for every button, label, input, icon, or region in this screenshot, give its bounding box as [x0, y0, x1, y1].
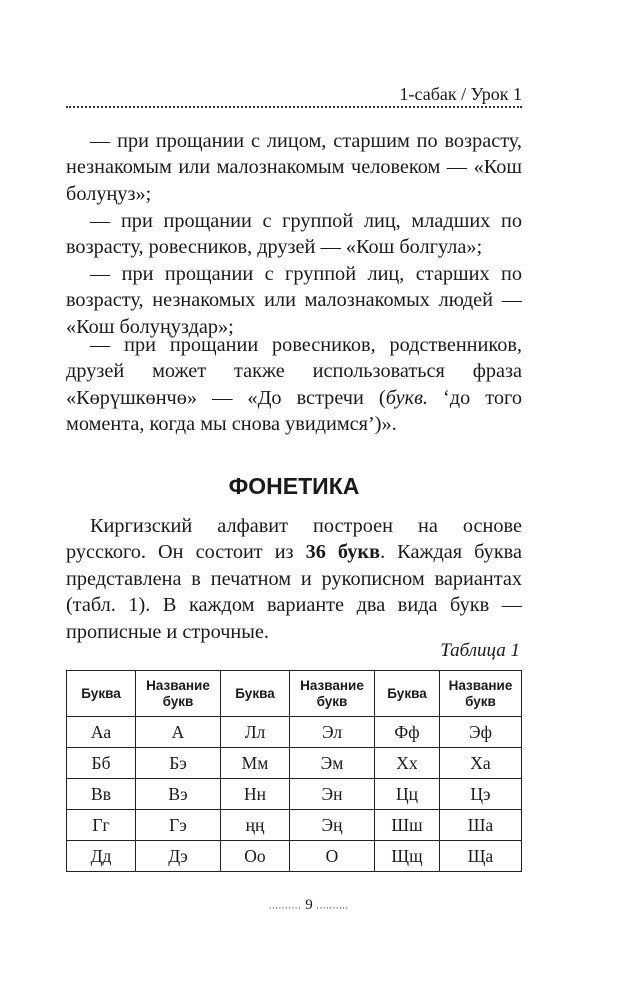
letter-name-cell: Гэ — [136, 810, 221, 841]
letter-cell: Фф — [375, 717, 440, 748]
header-divider — [66, 106, 522, 108]
letter-cell: Бб — [67, 748, 136, 779]
letter-cell: Цц — [375, 779, 440, 810]
letter-name-cell: О — [290, 841, 375, 872]
column-header-letter-name: Название букв — [440, 671, 522, 717]
table-row — [67, 841, 522, 872]
letter-cell: Хх — [375, 748, 440, 779]
letter-cell: Оо — [221, 841, 290, 872]
letter-name-cell: А — [136, 717, 221, 748]
letter-cell: Шш — [375, 810, 440, 841]
paragraph-farewell-younger-group: — при прощании с группой лиц, младших по возрасту, ровесников, друзей — «Кош болгула»; — [66, 210, 522, 259]
column-header-letter: Буква — [375, 671, 440, 717]
table-header-row — [67, 671, 522, 717]
letter-cell: Щщ — [375, 841, 440, 872]
letter-cell: Аа — [67, 717, 136, 748]
column-header-letter: Буква — [67, 671, 136, 717]
letter-name-cell: Эф — [440, 717, 522, 748]
letter-name-cell: Эң — [290, 810, 375, 841]
letter-name-cell: Ха — [440, 748, 522, 779]
letter-cell: Дд — [67, 841, 136, 872]
page-footer — [0, 896, 618, 915]
table-row — [67, 810, 522, 841]
letter-cell: Мм — [221, 748, 290, 779]
letter-name-cell: Ща — [440, 841, 522, 872]
letter-cell: ңң — [221, 810, 290, 841]
letter-name-cell: Эм — [290, 748, 375, 779]
page-number: 9 — [305, 897, 313, 913]
column-header-letter-name: Название букв — [136, 671, 221, 717]
letter-cell: Нн — [221, 779, 290, 810]
paragraph-text: Киргизский алфавит построен на основе русского. Он состоит из — [66, 515, 522, 564]
letter-name-cell: Ша — [440, 810, 522, 841]
paragraph-farewell-peers — [66, 332, 522, 438]
footer-dots-left: .......... — [269, 900, 302, 911]
paragraph-alphabet-intro — [66, 513, 522, 645]
letter-cell: Гг — [67, 810, 136, 841]
table-row — [67, 748, 522, 779]
letter-name-cell: Эн — [290, 779, 375, 810]
paragraph-text: — при прощании ровесников, родственников, друзей может также использоваться фраза «Көрүшкөнчө» — «До встречи ( — [66, 334, 522, 409]
letter-name-cell: Цэ — [440, 779, 522, 810]
letter-name-cell: Дэ — [136, 841, 221, 872]
letter-cell: Лл — [221, 717, 290, 748]
table-caption: Таблица 1 — [440, 640, 520, 661]
column-header-letter-name: Название букв — [290, 671, 375, 717]
paragraph-farewell-elder: — при прощании с лицом, старшим по возрасту, незнакомым или малознакомым человеком — «Кош болуңуз»; — [66, 130, 522, 205]
section-heading: ФОНЕТИКА — [228, 473, 360, 499]
paragraph-farewell-elder-group: — при прощании с группой лиц, старших по возрасту, незнакомых или малознакомых людей — «Кош болуңуздар»; — [66, 263, 522, 338]
letter-name-cell: Вэ — [136, 779, 221, 810]
footer-dots-right: .......... — [316, 900, 349, 911]
abbreviation: букв. — [385, 386, 428, 409]
letter-name-cell: Эл — [290, 717, 375, 748]
table-row — [67, 779, 522, 810]
table-row — [67, 717, 522, 748]
alphabet-table — [66, 670, 522, 872]
letter-count: 36 букв — [305, 541, 381, 564]
running-header: 1-сабак / Урок 1 — [399, 84, 522, 104]
paragraph-text: ‘до того момента, когда мы снова увидимся’)». — [66, 386, 523, 436]
paragraph-text: . Каждая буква представлена в печатном и рукописном вариантах (табл. 1). В каждом варианте два вида букв — прописные и строчные. — [66, 541, 522, 643]
column-header-letter: Буква — [221, 671, 290, 717]
letter-cell: Вв — [67, 779, 136, 810]
letter-name-cell: Бэ — [136, 748, 221, 779]
